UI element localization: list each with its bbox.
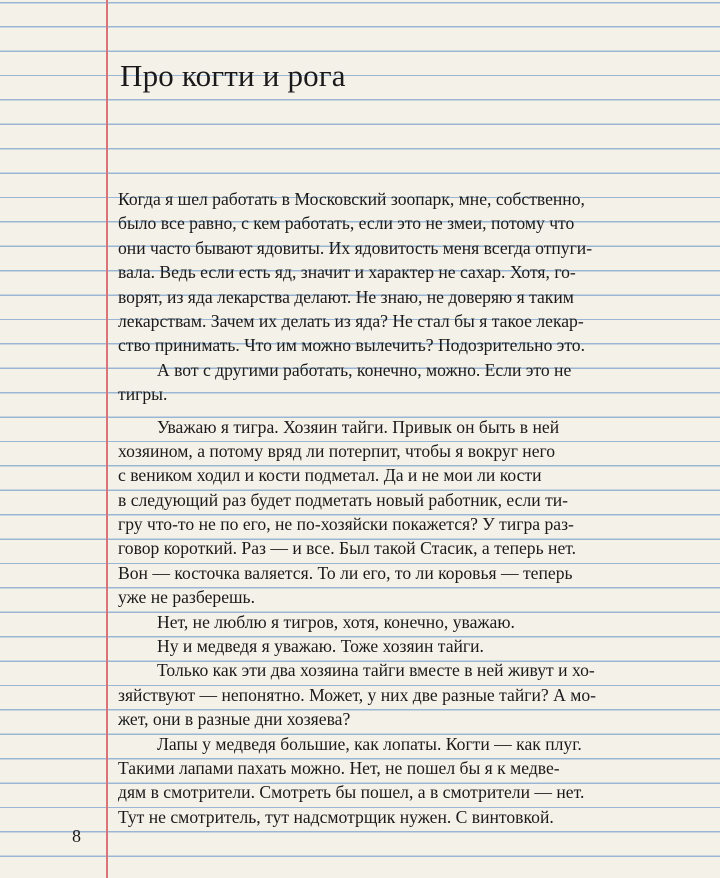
text-line: дям в смотрители. Смотреть бы пошел, а в смотрители — нет. [118,782,585,803]
text-line: Только как эти два хозяина тайги вместе в ней живут и хо- [157,660,595,681]
text-line: Нет, не люблю я тигров, хотя, конечно, уважаю. [157,611,515,632]
text-line: они часто бывают ядовиты. Их ядовитость меня всегда отпуги- [118,237,593,258]
text-line: ворят, из яда лекарства делают. Не знаю, не доверяю я таким [118,286,574,307]
text-line: с веником ходил и кости подметал. Да и не мои ли кости [118,465,542,486]
text-line: Тут не смотритель, тут надсмотрщик нужен. С винтовкой. [118,806,554,827]
text-line: Такими лапами пахать можно. Нет, не пошел бы я к медве- [118,757,560,778]
text-line: хозяином, а потому вряд ли потерпит, чтобы я вокруг него [118,440,556,461]
chapter-title: Про когти и рога [120,58,346,93]
text-line: гру что-то не по его, не по-хозяйски покажется? У тигра раз- [118,514,574,535]
margin-line [106,0,108,878]
text-line: Лапы у медведя большие, как лопаты. Когти — как плуг. [157,733,582,754]
text-line: лекарствам. Зачем их делать из яда? Не стал бы я такое лекар- [118,310,584,331]
text-line: было все равно, с кем работать, если это не змеи, потому что [118,213,575,234]
text-line: говор короткий. Раз — и все. Был такой Стасик, а теперь нет. [118,538,577,559]
text-line: в следующий раз будет подметать новый работник, если ти- [118,489,569,510]
text-line: ство принимать. Что им можно вылечить? Подозрительно это. [118,335,585,356]
text-line: уже не разберешь. [118,587,255,608]
text-line: жет, они в разные дни хозяева? [118,709,351,730]
text-line: Уважаю я тигра. Хозяин тайги. Привык он быть в ней [157,416,560,437]
text-line: вала. Ведь если есть яд, значит и характер не сахар. Хотя, го- [118,262,576,283]
text-line: Ну и медведя я уважаю. Тоже хозяин тайги. [157,636,484,657]
page-number: 8 [72,826,81,846]
text-line: Вон — косточка валяется. То ли его, то ли коровья — теперь [118,562,573,583]
text-line: А вот с другими работать, конечно, можно. Если это не [157,359,572,380]
body-text [118,187,696,829]
text-line: Когда я шел работать в Московский зоопарк, мне, собственно, [118,189,585,209]
text-line: зяйствуют — непонятно. Может, у них две разные тайги? А мо- [118,684,596,705]
text-line: тигры. [118,384,168,405]
